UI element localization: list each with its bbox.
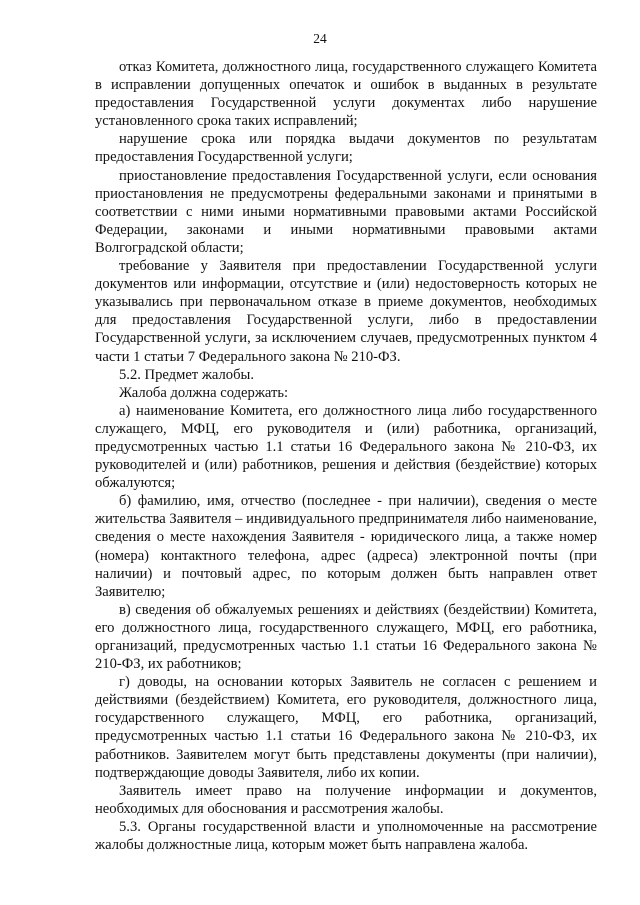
list-item-b: б) фамилию, имя, отчество (последнее - при наличии), сведения о месте жительства Заявителя – индивидуального предпринимателя либо наименование, сведения о месте нахождения Заявителя - юридического лица, а также номер (номера) контактного телефона, адрес (адреса) электронной почты (при наличии) и почтовый адрес, по которым должен быть направлен ответ Заявителю; (95, 493, 597, 600)
paragraph: отказ Комитета, должностного лица, государственного служащего Комитета в исправлении допущенных опечаток и ошибок в выданных в результате предоставления Государственной услуги документах либо нарушение установленного срока таких исправлений; (95, 59, 597, 130)
section-heading-5-2: 5.2. Предмет жалобы. (119, 366, 254, 383)
paragraph: приостановление предоставления Государственной услуги, если основания приостановления не предусмотрены федеральными законами и принятыми в соответствии с ними иными нормативными правовыми актами Российской Федерации, законами и иными нормативными правовыми актами Волгоградской области; (95, 167, 597, 256)
document-body (95, 58, 597, 854)
paragraph: Заявитель имеет право на получение информации и документов, необходимых для обоснования и рассмотрения жалобы. (95, 782, 597, 817)
page-number: 24 (313, 31, 327, 46)
list-item-c: в) сведения об обжалуемых решениях и действиях (бездействии) Комитета, его должностного лица, государственного служащего, МФЦ, его работника, организаций, предусмотренных частью 1.1 статьи 16 Федерального закона № 210-ФЗ, их работников; (95, 601, 597, 673)
paragraph: Жалоба должна содержать: (119, 384, 289, 401)
section-heading-5-3: 5.3. Органы государственной власти и уполномоченные на рассмотрение жалобы должностные лица, которым может быть направлена жалоба. (95, 818, 597, 854)
list-item-a: а) наименование Комитета, его должностного лица либо государственного служащего, МФЦ, его руководителя и (или) работника, организаций, предусмотренных частью 1.1 статьи 16 Федерального закона № 210-ФЗ, их руководителей и (или) работников, решения и действия (бездействие) которых обжалуются; (95, 402, 597, 492)
paragraph: требование у Заявителя при предоставлении Государственной услуги документов или информации, отсутствие и (или) недостоверность которых не указывались при первоначальном отказе в приеме документов, необходимых для предоставления Государственной услуги, либо в предоставлении Государственной услуги, за исключением случаев, предусмотренных пунктом 4 части 1 статьи 7 Федерального закона № 210-ФЗ. (95, 258, 597, 365)
paragraph: нарушение срока или порядка выдачи документов по результатам предоставления Государственной услуги; (95, 131, 597, 166)
list-item-d: г) доводы, на основании которых Заявитель не согласен с решением и действиями (бездействием) Комитета, его руководителя, должностного лица, государственного служащего, МФЦ, его работника, организаций, предусмотренных частью 1.1 статьи 16 Федерального закона № 210-ФЗ, их работников. Заявителем могут быть представлены документы (при наличии), подтверждающие доводы Заявителя, либо их копии. (95, 674, 597, 781)
